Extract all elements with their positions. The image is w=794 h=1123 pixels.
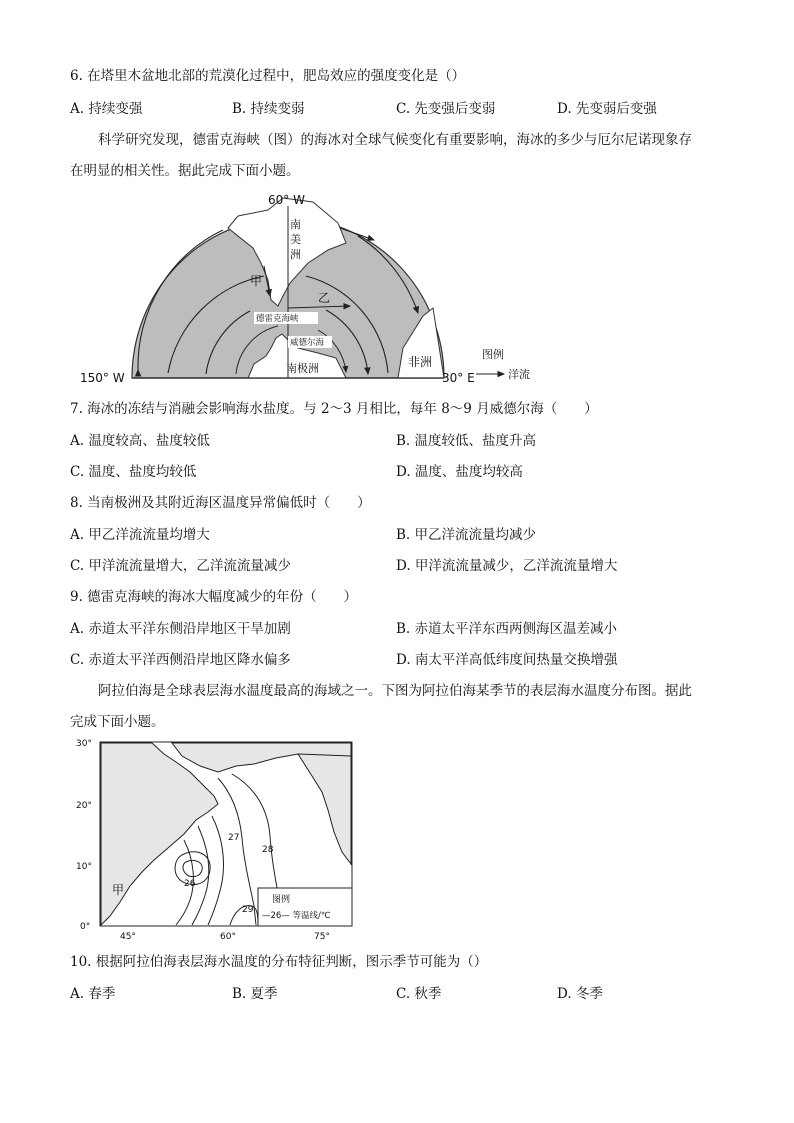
q10-option-d: D. 冬季 <box>557 986 603 1002</box>
q8-stem: 8. 当南极洲及其附近海区温度异常偏低时（ ） <box>70 495 371 511</box>
label-30e: 30° E <box>442 371 475 385</box>
q9-option-c: C. 赤道太平洋西侧沿岸地区降水偏多 <box>70 652 291 668</box>
q7-option-d: D. 温度、盐度均较高 <box>396 464 523 480</box>
label-sa-3: 洲 <box>290 248 301 261</box>
q8-option-b: B. 甲乙洋流流量均减少 <box>396 527 537 543</box>
label-jia: 甲 <box>250 274 263 288</box>
lon-60: 60° <box>220 932 236 942</box>
label-sa-1: 南 <box>290 218 301 231</box>
q10-option-b: B. 夏季 <box>232 986 278 1002</box>
label-jia-2: 甲 <box>112 883 125 897</box>
q7-stem: 7. 海冰的冻结与消融会影响海水盐度。与 2～3 月相比，每年 8～9 月威德尔海（ ） <box>70 401 598 417</box>
passage2-line1: 阿拉伯海是全球表层海水温度最高的海域之一。下图为阿拉伯海某季节的表层海水温度分布图。据此 <box>98 683 692 699</box>
q8-option-c: C. 甲洋流流量增大，乙洋流流量减少 <box>70 558 291 574</box>
lon-45: 45° <box>120 932 136 942</box>
q10-option-a: A. 春季 <box>70 986 116 1002</box>
legend-title-2: 图例 <box>272 895 291 905</box>
q6-option-a: A. 持续变强 <box>70 101 143 117</box>
legend-title: 图例 <box>482 348 504 361</box>
iso-label-27: 27 <box>228 833 240 843</box>
lat-10: 10° <box>76 862 92 872</box>
q9-option-a: A. 赤道太平洋东侧沿岸地区干旱加剧 <box>70 621 291 637</box>
label-60w: 60° W <box>268 193 305 207</box>
iso-label-28: 28 <box>262 845 274 855</box>
q6-option-c: C. 先变强后变弱 <box>396 101 496 117</box>
lat-20: 20° <box>76 801 92 811</box>
passage1-line1: 科学研究发现，德雷克海峡（图）的海冰对全球气候变化有重要影响，海冰的多少与厄尔尼诺现象存 <box>98 132 692 148</box>
iso-label-29: 29 <box>242 905 254 915</box>
lat-30: 30° <box>76 739 92 749</box>
legend-isotherm: —26— 等温线/℃ <box>262 911 331 921</box>
legend-current-label: 洋流 <box>508 368 530 381</box>
passage2-line2: 完成下面小题。 <box>70 714 165 730</box>
q6-option-b: B. 持续变弱 <box>232 101 305 117</box>
lon-75: 75° <box>314 932 330 942</box>
q8-option-a: A. 甲乙洋流流量均增大 <box>70 527 210 543</box>
q7-option-b: B. 温度较低、盐度升高 <box>396 433 537 449</box>
label-sa-2: 美 <box>290 233 301 246</box>
label-drake: 德雷克海峡 <box>256 314 299 324</box>
label-africa: 非洲 <box>408 355 433 369</box>
q7-option-a: A. 温度较高、盐度较低 <box>70 433 210 449</box>
q6-option-d: D. 先变弱后变强 <box>557 101 657 117</box>
label-antarctica: 南极洲 <box>286 362 319 375</box>
label-150w: 150° W <box>80 371 125 385</box>
arabian-sea-map <box>72 736 362 946</box>
label-weddell: 威德尔海 <box>290 338 325 348</box>
iso-label-26: 26 <box>184 879 196 889</box>
q9-option-b: B. 赤道太平洋东西两侧海区温差减小 <box>396 621 618 637</box>
q10-stem: 10. 根据阿拉伯海表层海水温度的分布特征判断，图示季节可能为（） <box>70 954 488 970</box>
q6-stem: 6. 在塔里木盆地北部的荒漠化过程中，肥岛效应的强度变化是（） <box>70 68 466 84</box>
drake-passage-map <box>78 188 538 388</box>
q8-option-d: D. 甲洋流流量减少，乙洋流流量增大 <box>396 558 618 574</box>
label-yi: 乙 <box>318 291 331 305</box>
q9-option-d: D. 南太平洋高低纬度间热量交换增强 <box>396 652 618 668</box>
q7-option-c: C. 温度、盐度均较低 <box>70 464 197 480</box>
q9-stem: 9. 德雷克海峡的海冰大幅度减少的年份（ ） <box>70 589 358 605</box>
passage1-line2: 在明显的相关性。据此完成下面小题。 <box>70 163 300 179</box>
q10-option-c: C. 秋季 <box>396 986 442 1002</box>
lat-0: 0° <box>80 922 91 932</box>
